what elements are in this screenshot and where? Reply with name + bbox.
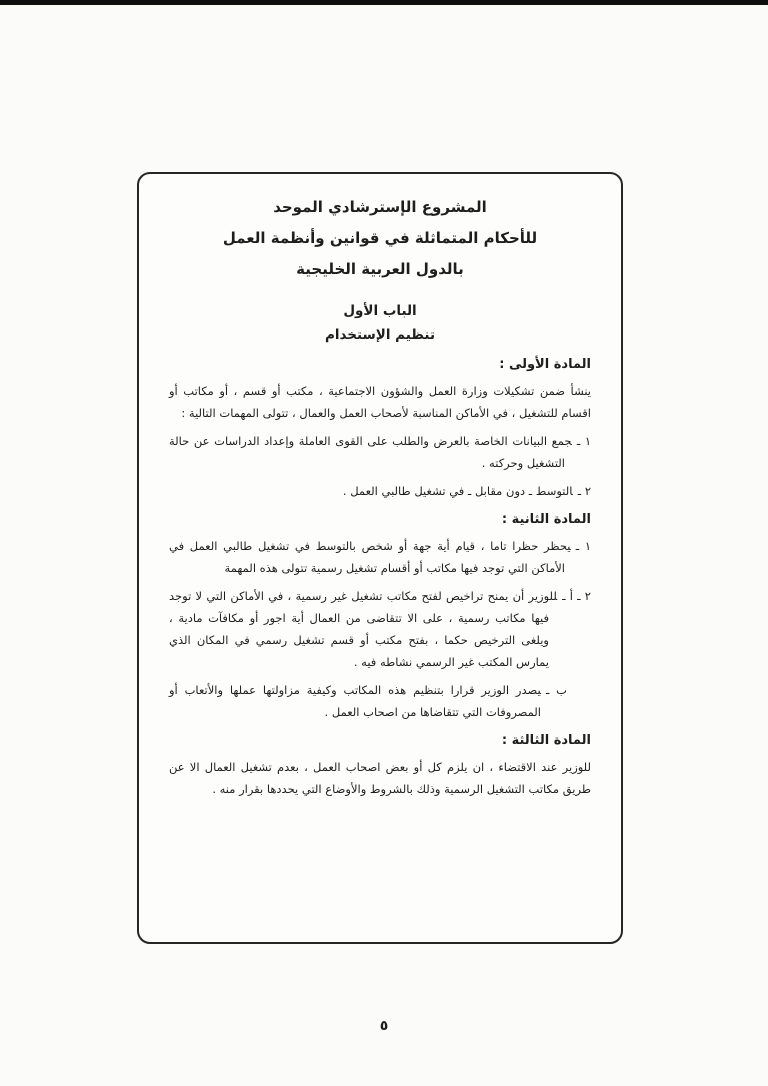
article-one-item-2 (169, 480, 591, 502)
page-border-frame (137, 172, 623, 944)
article-two-item-2b (169, 679, 567, 723)
title-line-2: للأحكام المتماثلة في قوانين وأنظمة العمل (222, 229, 538, 247)
item-text: التوسط ـ دون مقابل ـ في تشغيل طالبي العمل . (342, 484, 573, 498)
page-number: ٥ (379, 1018, 389, 1034)
article-three-heading: المادة الثالثة : (501, 733, 591, 748)
item-text: يحظر حظرا تاما ، قيام أية جهة أو شخص بالتوسط في تشغيل طالبي العمل في الأماكن التي توجد فيها مكاتب أو أقسام تشغيل رسمية تتولى هذه المهمة (169, 539, 571, 575)
scan-edge-artifact (0, 0, 768, 5)
chapter-title: الباب الأول (343, 303, 417, 319)
item-text: يصدر الوزير قرارا بتنظيم هذه المكاتب وكيفية مزاولتها عملها والأتعاب أو المصروفات التي تتقاضاها من اصحاب العمل . (169, 683, 541, 719)
title-line-1: المشروع الإسترشادي الموحد (273, 198, 487, 216)
item-marker: ٢ ـ (577, 484, 591, 498)
document-title (169, 192, 591, 285)
item-marker: ١ ـ (575, 539, 591, 553)
article-two-heading: المادة الثانية : (501, 512, 591, 527)
item-marker: ١ ـ (576, 434, 591, 448)
item-text: جمع البيانات الخاصة بالعرض والطلب على القوى العاملة وإعداد الدراسات عن حالة التشغيل وحركته . (169, 434, 572, 470)
item-marker: ٢ ـ أ ـ (562, 589, 591, 603)
article-one-heading: المادة الأولى : (499, 357, 591, 372)
article-three-body: للوزير عند الاقتضاء ، ان يلزم كل أو بعض اصحاب العمل ، بعدم تشغيل العمال الا عن طريق مكاتب التشغيل الرسمية وذلك بالشروط والأوضاع التي يحددها بقرار منه . (169, 760, 591, 796)
chapter-heading (169, 299, 591, 347)
article-one-item-1 (169, 430, 591, 474)
article-two-item-2a (169, 585, 591, 673)
item-text: للوزير أن يمنح تراخيص لفتح مكاتب تشغيل غير رسمية ، في الأماكن التي لا توجد فيها مكاتب رسمية ، على الا تتقاضى من العمال أية اجور أو مكافآت مادية ، ويلغى الترخيص حكما ، بفتح مكتب أو قسم تشغيل رسمي في المكان الذي يمارس المكتب غير الرسمي نشاطه فيه . (169, 589, 558, 669)
article-one-intro: ينشأ ضمن تشكيلات وزارة العمل والشؤون الاجتماعية ، مكتب أو قسم ، أو مكاتب أو اقسام للتشغيل ، في الأماكن المناسبة لأصحاب العمل والعمال ، تتولى المهمات التالية : (169, 384, 591, 420)
chapter-subtitle: تنظيم الإستخدام (324, 327, 436, 343)
title-line-3: بالدول العربية الخليجية (296, 260, 464, 278)
article-two-item-1 (169, 535, 591, 579)
item-marker: ب ـ (545, 683, 567, 697)
